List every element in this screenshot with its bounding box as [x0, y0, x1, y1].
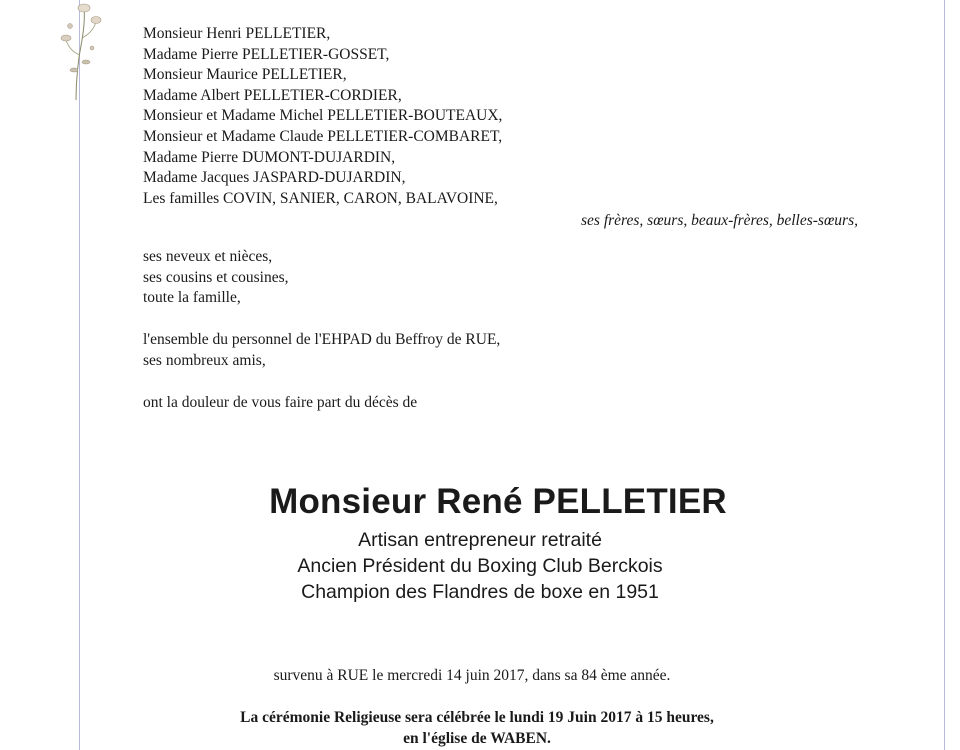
ceremony-line: La cérémonie Religieuse sera célébrée le lundi 19 Juin 2017 à 15 heures, — [240, 709, 714, 726]
deceased-title: Ancien Président du Boxing Club Berckois — [297, 555, 663, 577]
extended-family-item: toute la famille, — [143, 289, 241, 307]
right-border-line — [944, 0, 945, 750]
family-member: Madame Pierre PELLETIER-GOSSET, — [143, 45, 390, 63]
ceremony-notice — [0, 707, 954, 749]
others-item: ses nombreux amis, — [143, 351, 266, 369]
family-member: Madame Albert PELLETIER-CORDIER, — [143, 86, 402, 104]
deceased-titles — [0, 527, 960, 605]
flower-ornament-icon — [54, 0, 104, 100]
death-notice: survenu à RUE le mercredi 14 juin 2017, dans sa 84 ème année. — [273, 667, 671, 684]
family-member: Monsieur et Madame Claude PELLETIER-COMBARET, — [143, 127, 503, 145]
extended-family-item: ses cousins et cousines, — [143, 268, 289, 286]
family-member: Monsieur Henri PELLETIER, — [143, 25, 331, 42]
announcement-text: ont la douleur de vous faire part du décès de — [143, 394, 418, 411]
extended-family-item: ses neveux et nièces, — [143, 248, 273, 265]
deceased-title: Artisan entrepreneur retraité — [358, 529, 602, 551]
ceremony-line: en l'église de WABEN. — [403, 730, 551, 747]
family-member: Les familles COVIN, SANIER, CARON, BALAVOINE, — [143, 189, 498, 207]
family-member: Monsieur Maurice PELLETIER, — [143, 66, 347, 84]
family-list — [143, 24, 502, 209]
family-member: Madame Pierre DUMONT-DUJARDIN, — [143, 148, 396, 166]
relation-line: ses frères, sœurs, beaux-frères, belles-sœurs, — [581, 212, 858, 229]
left-border-line — [79, 0, 80, 750]
others-list — [143, 330, 500, 371]
deceased-title: Champion des Flandres de boxe en 1951 — [301, 581, 659, 603]
family-member: Monsieur et Madame Michel PELLETIER-BOUTEAUX, — [143, 107, 503, 125]
extended-family-list — [143, 247, 289, 309]
family-member: Madame Jacques JASPARD-DUJARDIN, — [143, 169, 406, 187]
others-item: l'ensemble du personnel de l'EHPAD du Beffroy de RUE, — [143, 331, 501, 348]
deceased-name: Monsieur René PELLETIER — [269, 482, 727, 521]
